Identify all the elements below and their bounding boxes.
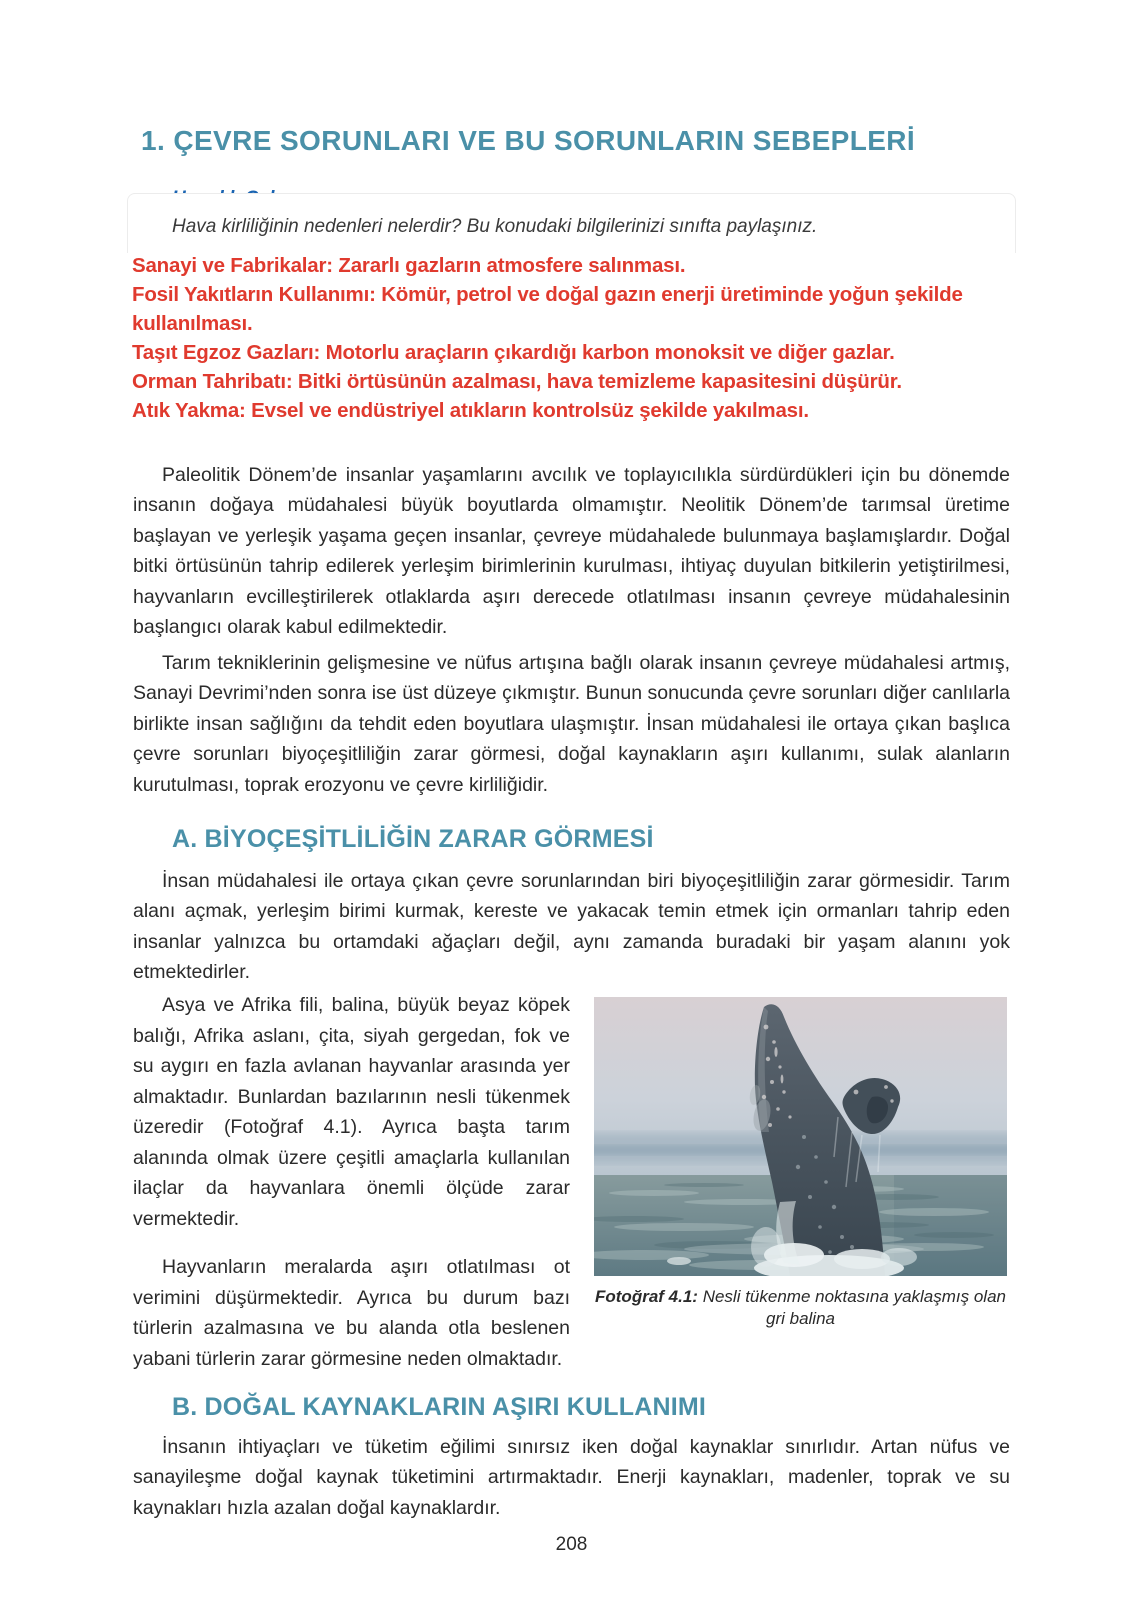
intro-paragraph-2: Tarım tekniklerinin gelişmesine ve nüfus artışına bağlı olarak insanın çevreye müdahalesi artmış, Sanayi Devrimi’nden sonra ise üst düzeye çıkmıştır. Bunun sonucunda çevre sorunları diğer canlılarla birlikte insan sağlığını da tehdit eden boyutlara ulaşmıştır. İnsan müdahalesi ile ortaya çıkan başlıca çevre sorunları biyoçeşitliliğin zarar görmesi, doğal kaynakların aşırı kullanımı, sulak alanların kurutulması, toprak erozyonu ve çevre kirliliğidir.: [133, 651, 1010, 796]
section-a-heading: A. BİYOÇEŞİTLİLİĞİN ZARAR GÖRMESİ: [172, 824, 654, 853]
intro-paragraph-1: Paleolitik Dönem’de insanlar yaşamlarını avcılık ve toplayıcılıkla sürdürdükleri için bu dönemde insanın doğaya müdahalesi büyük boyutlarda olmamıştır. Neolitik Dönem’de tarımsal üretime başlayan ve yerleşik yaşama geçen insanlar, çevreye müdahalede bulunmaya başlamışlardır. Doğal bitki örtüsünün tahrip edilerek yerleşim birimlerinin kurulması, ihtiyaç duyulan bitkilerin yetiştirilmesi, hayvanların evcilleştirilerek otlaklarda aşırı derecede otlatılması insanın çevreye müdahalesinin başlangıcı olarak kabul edilmektedir.: [133, 463, 1010, 638]
left-text-column: [133, 990, 570, 1392]
photo-caption-label: Fotoğraf 4.1:: [595, 1287, 698, 1306]
answer-line: Atık Yakma: Evsel ve endüstriyel atıkların kontrolsüz şekilde yakılması.: [132, 399, 809, 422]
answer-line: Sanayi ve Fabrikalar: Zararlı gazların atmosfere salınması.: [132, 254, 686, 277]
answer-line: Orman Tahribatı: Bitki örtüsünün azalması, hava temizleme kapasitesini düşürür.: [132, 370, 902, 393]
photo-caption: [594, 1286, 1007, 1330]
whale-photo-figure: [594, 990, 1007, 1392]
section-a-paragraph-1: İnsan müdahalesi ile ortaya çıkan çevre sorunlarından biri biyoçeşitliliğin zarar görmesidir. Tarım alanı açmak, yerleşim birimi kurmak, kereste ve yakacak temin etmek için ormanları tahrip eden insanlar yalnızca bu ortamdaki ağaçları değil, aynı zamanda buradaki bir yaşam alanını yok etmektedirler.: [133, 869, 1010, 983]
handwritten-answers-block: [132, 251, 1012, 425]
whale-photo: [594, 997, 1007, 1276]
photo-caption-text: Nesli tükenme noktasına yaklaşmış olan gri balina: [702, 1287, 1006, 1328]
section-a-paragraph-2: Asya ve Afrika fili, balina, büyük beyaz köpek balığı, Afrika aslanı, çita, siyah gergedan, fok ve su aygırı en fazla avlanan hayvanlar arasında yer almaktadır. Bunlardan bazılarının nesli tükenmek üzeredir (Fotoğraf 4.1). Ayrıca başta tarım alanında olmak üzere çeşitli amaçlarla kullanılan ilaçlar da hayvanlara önemli ölçüde zarar vermektedir.: [133, 994, 570, 1230]
section-a-paragraph-3: Hayvanların meralarda aşırı otlatılması ot verimini düşürmektedir. Ayrıca bu durum bazı türlerin azalmasına ve bu alanda otla beslenen yabani türlerin zarar görmesine neden olmaktadır.: [133, 1256, 570, 1370]
page-title: 1. ÇEVRE SORUNLARI VE BU SORUNLARIN SEBEPLERİ: [141, 124, 916, 156]
answer-line: Fosil Yakıtların Kullanımı: Kömür, petrol ve doğal gazın enerji üretiminde yoğun şekilde kullanılması.: [132, 283, 963, 335]
section-b-paragraph-1: İnsanın ihtiyaçları ve tüketim eğilimi sınırsız iken doğal kaynaklar sınırlıdır. Artan nüfus ve sanayileşme doğal kaynak tüketimini artırmaktadır. Enerji kaynakları, madenler, toprak ve su kaynakları hızla azalan doğal kaynaklardır.: [133, 1435, 1010, 1519]
prep-question-box: [127, 193, 1016, 253]
page-number: 208: [555, 1534, 588, 1555]
two-column-layout: [133, 990, 1010, 1392]
answer-line: Taşıt Egzoz Gazları: Motorlu araçların çıkardığı karbon monoksit ve diğer gazlar.: [132, 341, 895, 364]
prep-question: Hava kirliliğinin nedenleri nelerdir? Bu konudaki bilgilerinizi sınıfta paylaşınız.: [172, 216, 818, 237]
section-b-heading: B. DOĞAL KAYNAKLARIN AŞIRI KULLANIMI: [172, 1392, 707, 1421]
